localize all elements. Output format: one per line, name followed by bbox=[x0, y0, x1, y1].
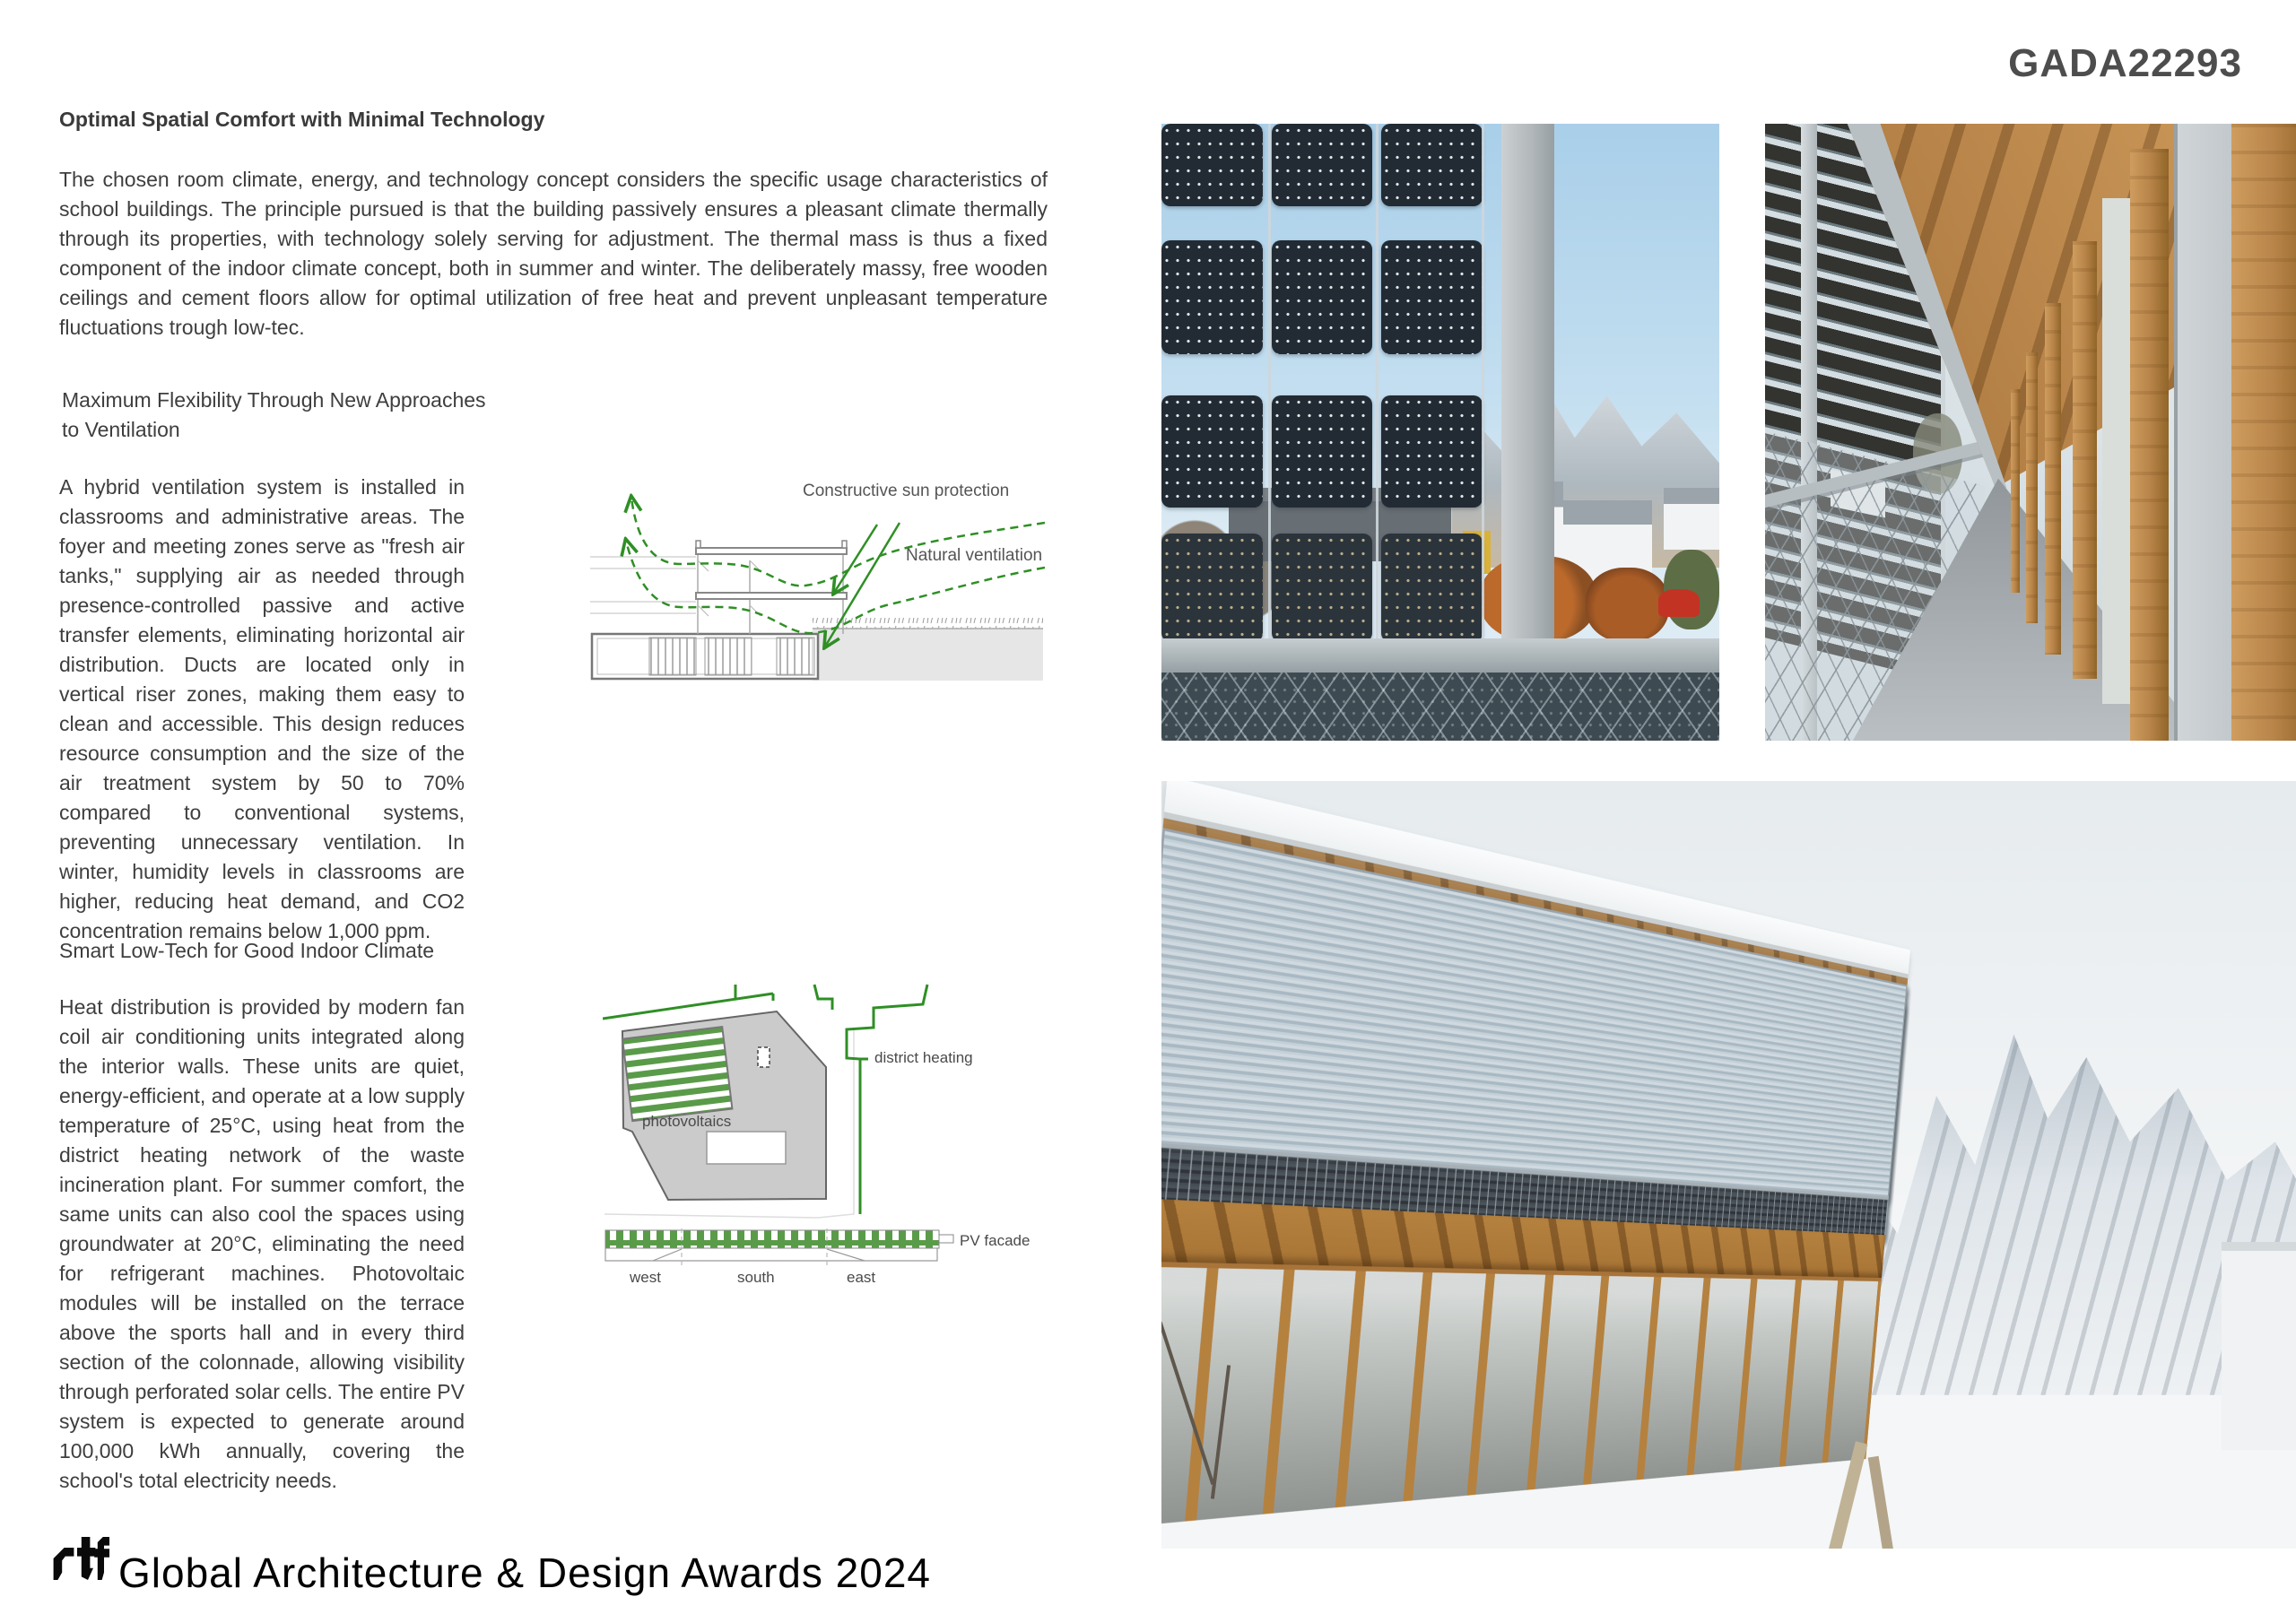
rtf-logo bbox=[50, 1530, 109, 1587]
timber-column bbox=[2026, 352, 2038, 624]
glazing-panel bbox=[2102, 198, 2130, 704]
ventilation-section-diagram bbox=[590, 451, 1045, 708]
label-south: south bbox=[737, 1269, 775, 1286]
pv-panel bbox=[1381, 534, 1483, 642]
steel-mullion bbox=[1482, 124, 1484, 642]
pv-panel bbox=[1381, 240, 1483, 354]
paragraph-lowtech: Heat distribution is provided by modern fan coil air conditioning units integrated along the interior walls. These units are quiet, energy-efficient, and operate at a low supply temperature of 25°C, using heat from the district heating network of the waste incineration plant. For summer comfort, the same units can also cool the spaces using groundwater at 20°C, eliminating the need for refrigerant machines. Photovoltaic modules will be installed on the terrace above the sports hall and in every third section of the colonnade, allowing visibility through perforated solar cells. The entire PV system is expected to generate around 100,000 kWh annually, covering the school's total electricity needs. bbox=[59, 995, 465, 1492]
pv-panel bbox=[1272, 395, 1373, 507]
pv-facade-strip bbox=[605, 1230, 939, 1248]
steel-mullion bbox=[1268, 124, 1271, 642]
pv-panel bbox=[1161, 534, 1263, 642]
section-heading-lowtech: Smart Low-Tech for Good Indoor Climate bbox=[59, 939, 435, 962]
label-natural-ventilation: Natural ventilation bbox=[906, 546, 1043, 565]
timber-column bbox=[2073, 241, 2098, 679]
steel-mullion bbox=[1376, 124, 1378, 642]
pv-panel bbox=[1381, 124, 1483, 206]
photo-timber-colonnade bbox=[1765, 124, 2296, 741]
roof-energy-svg bbox=[603, 974, 1042, 1289]
concrete-sill bbox=[1161, 638, 1719, 673]
pv-panel-grid bbox=[1161, 124, 1483, 642]
label-district-heating: district heating bbox=[874, 1049, 973, 1066]
neighbor-building bbox=[2222, 1242, 2296, 1451]
diagram-ground bbox=[813, 629, 1043, 681]
photo-building-elevation bbox=[1161, 781, 2296, 1549]
pv-panel-row bbox=[1161, 534, 1483, 642]
timber-column bbox=[2130, 149, 2169, 741]
autumn-shrubs bbox=[1586, 568, 1669, 642]
roof-service-box bbox=[758, 1047, 770, 1067]
pv-panel bbox=[1381, 395, 1483, 507]
paragraph-comfort: The chosen room climate, energy, and technology concept considers the specific usage characteristics of school buildings. The principle pursued is that the building passively ensures a pleasant climate thermally through its properties, with technology solely serving for adjustment. The thermal mass is thus a fixed component of the indoor climate concept, both in summer and winter. The deliberately massy, free wooden ceilings and cement floors allow for optimal utilization of free heat and prevent unpleasant temperature fluctuations trough low-tec. bbox=[59, 168, 1048, 339]
label-photovoltaics: photovoltaics bbox=[642, 1113, 732, 1130]
label-pv-facade: PV facade bbox=[960, 1232, 1031, 1249]
red-car bbox=[1658, 589, 1700, 617]
label-sun-protection: Constructive sun protection bbox=[803, 482, 1010, 500]
pv-panel bbox=[1161, 240, 1263, 354]
pv-panel-row bbox=[1161, 124, 1483, 206]
concrete-pillar bbox=[1501, 124, 1554, 642]
fence-reflection-zone bbox=[1161, 673, 1719, 741]
diagram-roof-slab bbox=[696, 548, 847, 554]
awards-title: Global Architecture & Design Awards 2024 bbox=[118, 1549, 931, 1596]
diagram-floor-slab bbox=[696, 593, 847, 599]
pv-panel-row bbox=[1161, 240, 1483, 354]
roof-courtyard bbox=[707, 1132, 786, 1164]
label-east: east bbox=[847, 1269, 876, 1286]
airflow-upper-curve bbox=[631, 498, 1045, 586]
timber-column bbox=[2231, 124, 2296, 741]
pv-panel bbox=[1161, 124, 1263, 206]
section-heading-ventilation: Maximum Flexibility Through New Approaches to Ventilation bbox=[62, 388, 486, 441]
label-west: west bbox=[630, 1269, 661, 1286]
roof-energy-diagram bbox=[603, 974, 1042, 1289]
pv-panel-row bbox=[1161, 395, 1483, 507]
timber-column bbox=[2045, 303, 2061, 655]
timber-column bbox=[2011, 389, 2020, 593]
paragraph-ventilation: A hybrid ventilation system is installed in classrooms and administrative areas. The foyer and meeting zones serve as "fresh air tanks," supplying air as needed through presence-controlled passive and active transfer elements, eliminating horizontal air distribution. Ducts are located only in vertical riser zones, making them easy to clean and accessible. This design reduces resource consumption and the size of the air treatment system by 50 to 70% compared to conventional systems, preventing unnecessary ventilation. In winter, humidity levels in classrooms are higher, reducing heat demand, and CO2 concentration remains below 1,000 ppm. bbox=[59, 475, 465, 942]
photo-perforated-pv-facade bbox=[1161, 124, 1719, 741]
ventilation-section-svg bbox=[590, 451, 1045, 708]
pv-panel bbox=[1272, 124, 1373, 206]
pv-panel bbox=[1272, 534, 1373, 642]
section-heading-comfort: Optimal Spatial Comfort with Minimal Technology bbox=[59, 108, 545, 131]
house bbox=[1664, 488, 1719, 550]
gray-door bbox=[2174, 124, 2232, 741]
pv-panel bbox=[1272, 240, 1373, 354]
pv-panel bbox=[1161, 395, 1263, 507]
roof-pv-field bbox=[622, 1027, 732, 1121]
board-id: GADA22293 bbox=[2008, 41, 2242, 85]
